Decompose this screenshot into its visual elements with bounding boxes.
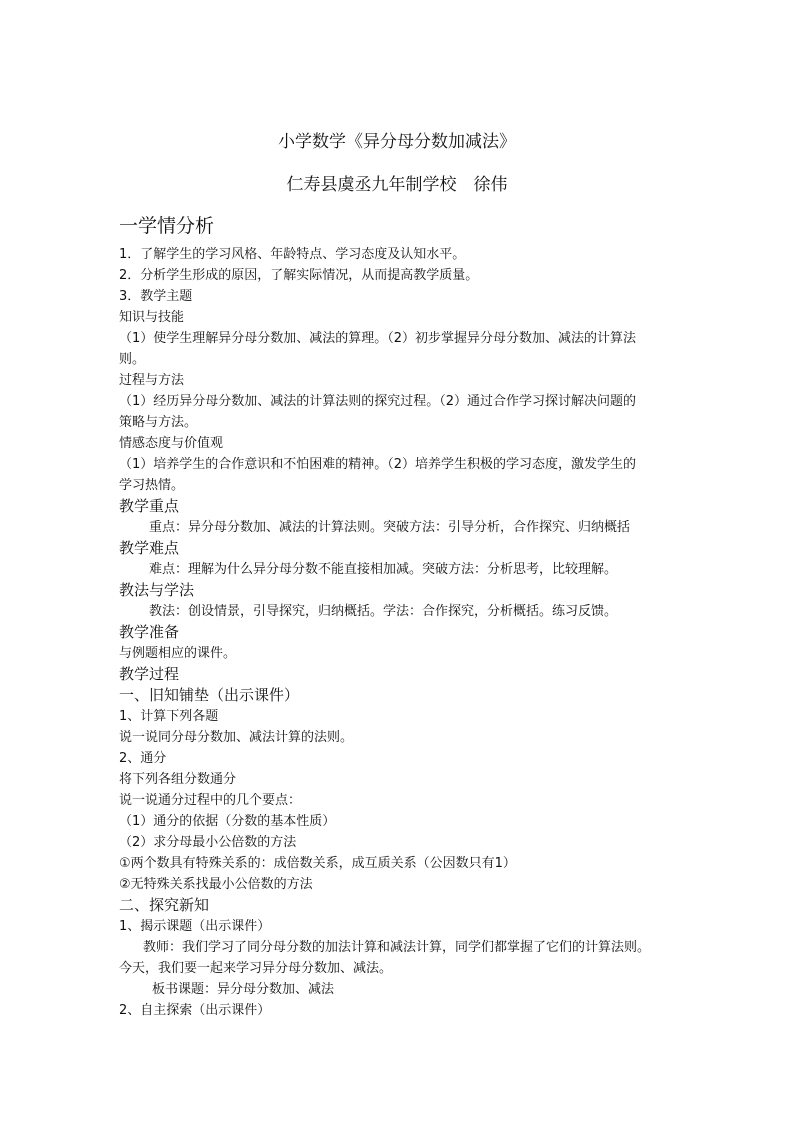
paragraph-line: 学习热情。: [119, 478, 185, 493]
paragraph-line: ②无特殊关系找最小公倍数的方法: [119, 877, 313, 892]
subheading: 过程与方法: [119, 373, 185, 388]
paragraph-line: 今天，我们要一起来学习异分母分数加、减法。: [119, 961, 393, 976]
paragraph-line: 教师：我们学习了同分母分数的加法计算和减法计算，同学们都掌握了它们的计算法则。: [143, 940, 651, 955]
paragraph-line: 说一说通分过程中的几个要点：: [119, 793, 302, 808]
paragraph-line: 重点：异分母分数加、减法的计算法则。突破方法：引导分析，合作探究、归纳概括: [149, 520, 631, 535]
paragraph-line: （1）培养学生的合作意识和不怕困难的精神。（2）培养学生积极的学习态度，激发学生的: [119, 457, 637, 472]
paragraph-line: 将下列各组分数通分: [119, 772, 237, 787]
paragraph-line: （2）求分母最小公倍数的方法: [119, 835, 297, 850]
paragraph-line: 与例题相应的课件。: [119, 646, 237, 661]
paragraph-line: 3．教学主题: [119, 289, 193, 304]
document-title: 小学数学《异分母分数加减法》: [278, 132, 516, 152]
section-subheading: 教法与学法: [119, 581, 195, 599]
section-subheading: 一、旧知铺垫（出示课件）: [119, 686, 300, 704]
section-subheading: 教学重点: [119, 497, 180, 515]
paragraph-line: 策略与方法。: [119, 415, 198, 430]
paragraph-line: 1、计算下列各题: [119, 709, 219, 724]
section-subheading: 二、探究新知: [119, 896, 210, 914]
paragraph-line: 2、通分: [119, 751, 167, 766]
paragraph-line: 1．了解学生的学习风格、年龄特点、学习态度及认知水平。: [119, 247, 466, 262]
paragraph-line: 难点：理解为什么异分母分数不能直接相加减。突破方法：分析思考，比较理解。: [149, 562, 618, 577]
section-subheading: 教学难点: [119, 539, 180, 557]
paragraph-line: 1、揭示课题（出示课件）: [119, 919, 271, 934]
paragraph-line: 板书课题：异分母分数加、减法: [152, 982, 335, 997]
document-body: [119, 244, 681, 1021]
paragraph-line: 则。: [119, 352, 146, 367]
section-subheading: 教学准备: [119, 623, 180, 641]
paragraph-line: 教法：创设情景，引导探究，归纳概括。学法：合作探究，分析概括。练习反馈。: [149, 604, 618, 619]
paragraph-line: 2、自主探索（出示课件）: [119, 1003, 271, 1018]
paragraph-line: 2．分析学生形成的原因，了解实际情况，从而提高教学质量。: [119, 268, 479, 283]
subheading: 情感态度与价值观: [119, 436, 224, 451]
section-subheading: 教学过程: [119, 665, 180, 683]
paragraph-line: （1）通分的依据（分数的基本性质）: [119, 814, 336, 829]
subheading: 知识与技能: [119, 310, 185, 325]
section-heading: 一学情分析: [119, 215, 215, 237]
document-author: 仁寿县虞丞九年制学校 徐伟: [286, 175, 508, 195]
paragraph-line: （1）经历异分母分数加、减法的计算法则的探究过程。（2）通过合作学习探讨解决问题的: [119, 394, 637, 409]
paragraph-line: 说一说同分母分数加、减法计算的法则。: [119, 730, 354, 745]
paragraph-line: ①两个数具有特殊关系的：成倍数关系，成互质关系（公因数只有1）: [119, 856, 516, 871]
paragraph-line: （1）使学生理解异分母分数加、减法的算理。（2）初步掌握异分母分数加、减法的计算法: [119, 331, 637, 346]
